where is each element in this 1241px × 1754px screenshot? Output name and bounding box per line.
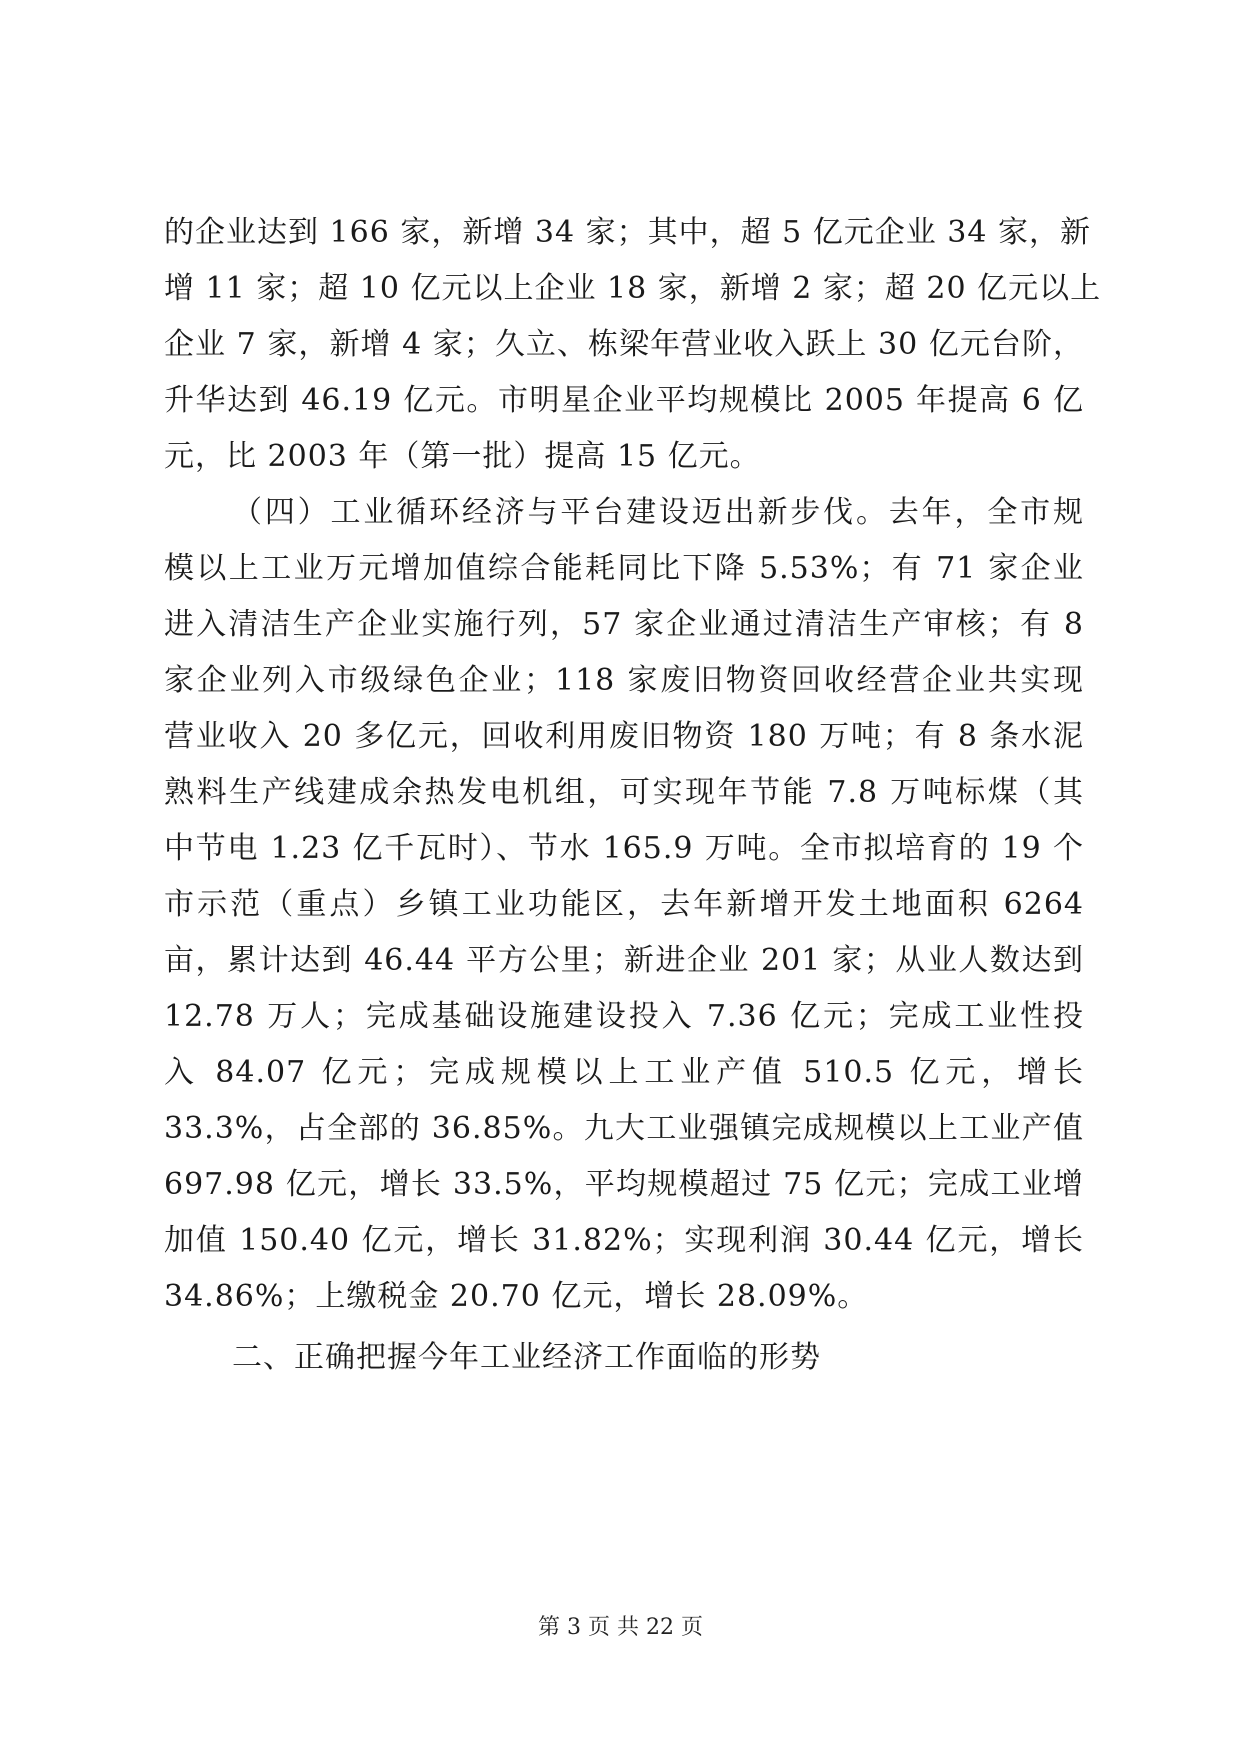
text-line: 市示范（重点）乡镇工业功能区，去年新增开发土地面积 6264 (164, 887, 1084, 922)
text-line: 企业 7 家，新增 4 家；久立、栋梁年营业收入跃上 30 亿元台阶， (164, 327, 1084, 362)
text-line: 加值 150.40 亿元，增长 31.82%；实现利润 30.44 亿元，增长 (164, 1223, 1084, 1258)
text-line: 增 11 家；超 10 亿元以上企业 18 家，新增 2 家；超 20 亿元以上 (164, 271, 1102, 306)
text-line: 12.78 万人；完成基础设施建设投入 7.36 亿元；完成工业性投 (164, 999, 1084, 1034)
text-line: 升华达到 46.19 亿元。市明星企业平均规模比 2005 年提高 6 亿 (164, 383, 1084, 418)
paragraph-first-line: （四）工业循环经济与平台建设迈出新步伐。去年，全市规 (232, 495, 1084, 530)
text-line: 熟料生产线建成余热发电机组，可实现年节能 7.8 万吨标煤（其 (164, 775, 1084, 810)
text-line: 营业收入 20 多亿元，回收利用废旧物资 180 万吨；有 8 条水泥 (164, 719, 1084, 754)
text-line: 697.98 亿元，增长 33.5%，平均规模超过 75 亿元；完成工业增 (164, 1167, 1084, 1202)
text-line: 34.86%；上缴税金 20.70 亿元，增长 28.09%。 (164, 1279, 869, 1314)
text-line: 进入清洁生产企业实施行列，57 家企业通过清洁生产审核；有 8 (164, 607, 1084, 642)
text-line: 的企业达到 166 家，新增 34 家；其中，超 5 亿元企业 34 家，新 (164, 215, 1091, 250)
text-line: 入 84.07 亿元；完成规模以上工业产值 510.5 亿元，增长 (164, 1055, 1084, 1090)
text-line: 中节电 1.23 亿千瓦时）、节水 165.9 万吨。全市拟培育的 19 个 (164, 831, 1084, 866)
text-line: 家企业列入市级绿色企业；118 家废旧物资回收经营企业共实现 (164, 663, 1084, 698)
text-line: 33.3%，占全部的 36.85%。九大工业强镇完成规模以上工业产值 (164, 1111, 1084, 1146)
text-line: 元，比 2003 年（第一批）提高 15 亿元。 (164, 439, 761, 474)
text-line: 亩，累计达到 46.44 平方公里；新进企业 201 家；从业人数达到 (164, 943, 1084, 978)
text-line: 模以上工业万元增加值综合能耗同比下降 5.53%；有 71 家企业 (164, 551, 1084, 586)
page-footer: 第 3 页 共 22 页 (538, 1615, 703, 1640)
section-heading: 二、正确把握今年工业经济工作面临的形势 (232, 1340, 821, 1375)
